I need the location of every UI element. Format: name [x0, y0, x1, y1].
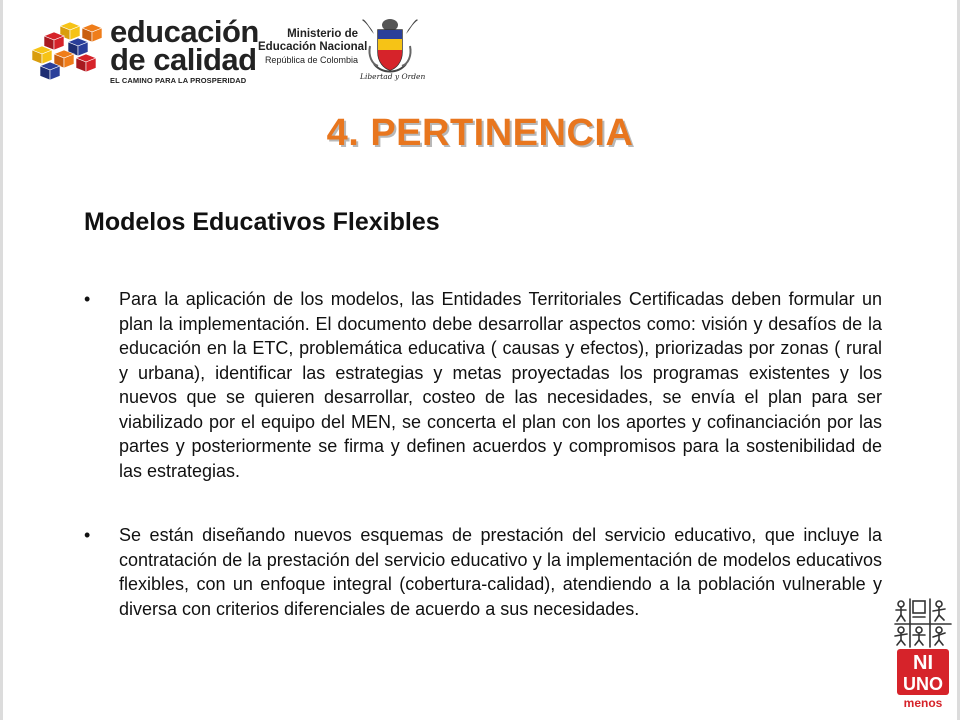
edu-logo-line1: educación: [110, 14, 259, 49]
slide-subtitle: Modelos Educativos Flexibles: [84, 208, 440, 236]
ministry-line3: República de Colombia: [264, 55, 358, 65]
bullet-dot-icon: •: [84, 289, 91, 309]
ni-uno-menos-logo: [893, 597, 953, 712]
bullet-list: [84, 287, 882, 621]
bullet-item: [84, 523, 882, 621]
bullet-text: Se están diseñando nuevos esquemas de prestación del servicio educativo, que incluye la contratación de la prestación del servicio educativo y la implementación de modelos educativos flexibles, con un enfoque integral (cobertura-calidad), atendiendo a la población vulnerable y diversa con criterios diferenciales de acuerdo a sus necesidades.: [119, 525, 882, 619]
niuno-line1: NI: [913, 652, 933, 674]
slide-title: 4. PERTINENCIA: [326, 112, 634, 154]
cubes-logo-icon: [30, 22, 108, 82]
niuno-line2: UNO: [903, 674, 943, 694]
educacion-de-calidad-logo: [30, 14, 259, 88]
bullet-dot-icon: •: [84, 525, 91, 545]
niuno-line3: menos: [903, 696, 943, 710]
edu-logo-tagline: EL CAMINO PARA LA PROSPERIDAD: [110, 76, 247, 85]
bullet-text: Para la aplicación de los modelos, las Entidades Territoriales Certificadas deben formular un plan la implementación. El documento debe desarrollar aspectos como: visión y desafíos de la educación en la ETC, problemática educativa ( causas y efectos), priorizadas por zonas ( rural y urbana), identificar las estrategias y metas proyectadas los programas existentes y los nuevos que se quieren desarrollar, costeo de las necesidades, se envía el plan para ser viabilizado por el equipo del MEN, se concerta el plan con los aportes y cofinanciación por las partes y posteriormente se firma y definen acuerdos y compromisos para la sostenibilidad de las estrategias.: [119, 289, 882, 481]
bullet-item: [84, 287, 882, 483]
edu-logo-line2: de calidad: [110, 42, 257, 77]
ministry-name: [258, 28, 368, 66]
ministry-line2: Educación Nacional: [258, 41, 368, 53]
ministry-line1: Ministerio de: [287, 28, 358, 40]
left-border: [0, 0, 3, 720]
ministry-motto: Libertad y Orden: [360, 72, 426, 81]
pictogram-grid-icon: [895, 599, 951, 647]
